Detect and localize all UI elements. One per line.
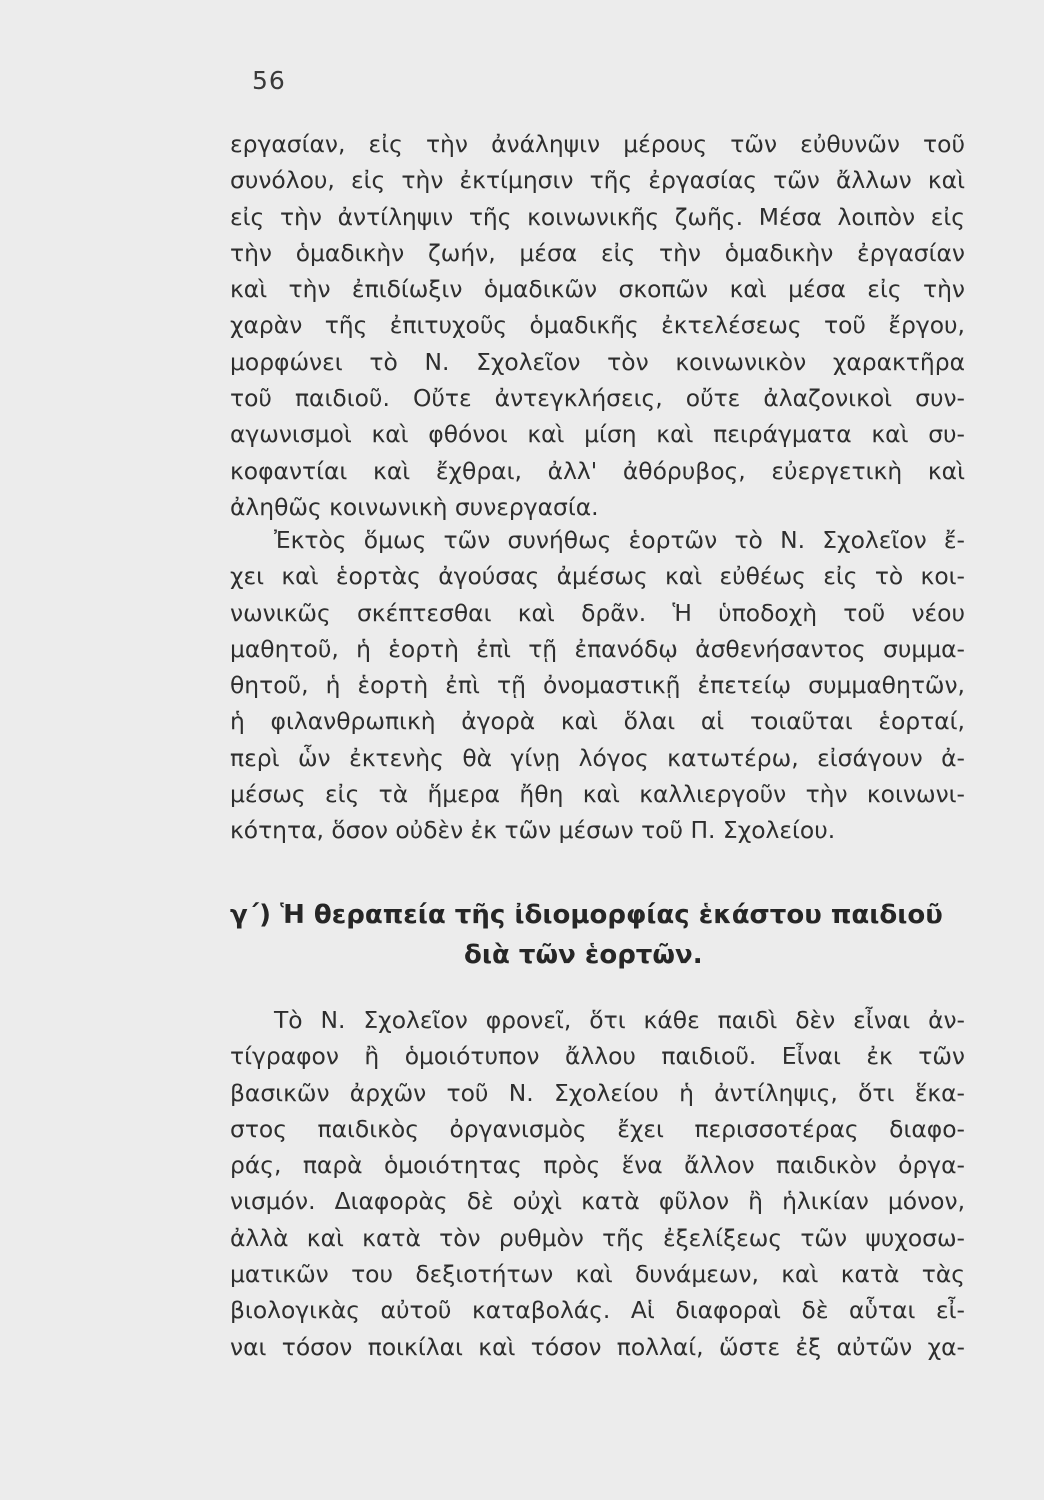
text-line: ἡ φιλανθρωπικὴ ἀγορὰ καὶ ὅλαι αἱ τοιαῦται ἑορταί,	[230, 707, 965, 736]
text-line: συνόλου, εἰς τὴν ἐκτίμησιν τῆς ἐργασίας τῶν ἄλλων καὶ	[230, 166, 965, 195]
text-line: κότητα, ὅσον οὐδὲν ἐκ τῶν μέσων τοῦ Π. Σχολείου.	[230, 816, 836, 845]
text-line: χαρὰν τῆς ἐπιτυχοῦς ὁμαδικῆς ἐκτελέσεως τοῦ ἔργου,	[230, 311, 965, 340]
text-line: βασικῶν ἀρχῶν τοῦ Ν. Σχολείου ἡ ἀντίληψις, ὅτι ἕκα-	[230, 1078, 965, 1107]
text-line: νισμόν. Διαφορὰς δὲ οὐχὶ κατὰ φῦλον ἢ ἡλικίαν μόνον,	[230, 1187, 965, 1216]
text-line: τοῦ παιδιοῦ. Οὔτε ἀντεγκλήσεις, οὔτε ἀλαζονικοὶ συν-	[230, 384, 965, 413]
section-heading-line-1: γ΄) Ἡ θεραπεία τῆς ἰδιομορφίας ἑκάστου παιδιοῦ	[230, 900, 943, 930]
text-line: βιολογικὰς αὐτοῦ καταβολάς. Αἱ διαφοραὶ δὲ αὗται εἶ-	[230, 1296, 965, 1325]
text-line: εργασίαν, εἰς τὴν ἀνάληψιν μέρους τῶν εὐθυνῶν τοῦ	[230, 130, 965, 158]
section-heading	[230, 895, 965, 975]
text-line: αγωνισμοὶ καὶ φθόνοι καὶ μίση καὶ πειράγματα καὶ συ-	[230, 420, 965, 449]
text-line: ράς, παρὰ ὁμοιότητας πρὸς ἕνα ἄλλον παιδικὸν ὀργα-	[230, 1151, 965, 1180]
text-line: χει καὶ ἑορτὰς ἀγούσας ἀμέσως καὶ εὐθέως εἰς τὸ κοι-	[230, 562, 965, 591]
paragraph-1	[230, 126, 965, 525]
text-line: ναι τόσον ποικίλαι καὶ τόσον πολλαί, ὥστε ἐξ αὐτῶν χα-	[230, 1332, 965, 1361]
text-line: νωνικῶς σκέπτεσθαι καὶ δρᾶν. Ἡ ὑποδοχὴ τοῦ νέου	[230, 598, 965, 627]
text-line: καὶ τὴν ἐπιδίωξιν ὁμαδικῶν σκοπῶν καὶ μέσα εἰς τὴν	[230, 275, 965, 304]
section-heading-line-2: διὰ τῶν ἑορτῶν.	[464, 940, 703, 970]
text-line: κοφαντίαι καὶ ἔχθραι, ἀλλ' ἀθόρυβος, εὐεργετικὴ καὶ	[230, 456, 965, 485]
text-line: ἀλλὰ καὶ κατὰ τὸν ρυθμὸν τῆς ἐξελίξεως τῶν ψυχοσω-	[230, 1223, 965, 1252]
text-line: τίγραφον ἢ ὁμοιότυπον ἄλλου παιδιοῦ. Εἶναι ἐκ τῶν	[230, 1042, 965, 1071]
text-line: περὶ ὧν ἐκτενὴς θὰ γίνῃ λόγος κατωτέρω, εἰσάγουν ἀ-	[230, 743, 965, 772]
page-number: 56	[252, 66, 286, 95]
text-line: μορφώνει τὸ Ν. Σχολεῖον τὸν κοινωνικὸν χαρακτῆρα	[230, 347, 965, 376]
text-line: ἀληθῶς κοινωνικὴ συνεργασία.	[230, 492, 599, 521]
text-line: στος παιδικὸς ὀργανισμὸς ἔχει περισσοτέρας διαφο-	[230, 1114, 965, 1143]
text-line: Τὸ Ν. Σχολεῖον φρονεῖ, ὅτι κάθε παιδὶ δὲν εἶναι ἀν-	[274, 1006, 965, 1034]
text-line: εἰς τὴν ἀντίληψιν τῆς κοινωνικῆς ζωῆς. Μέσα λοιπὸν εἰς	[230, 202, 965, 231]
text-line: μαθητοῦ, ἡ ἑορτὴ ἐπὶ τῇ ἐπανόδῳ ἀσθενήσαντος συμμα-	[230, 634, 965, 663]
text-line: ματικῶν του δεξιοτήτων καὶ δυνάμεων, καὶ κατὰ τὰς	[230, 1260, 965, 1289]
text-line: μέσως εἰς τὰ ἥμερα ἤθη καὶ καλλιεργοῦν τὴν κοινωνι-	[230, 780, 965, 809]
text-line: τὴν ὁμαδικὴν ζωήν, μέσα εἰς τὴν ὁμαδικὴν ἐργασίαν	[230, 238, 965, 267]
text-line: Ἐκτὸς ὅμως τῶν συνήθως ἑορτῶν τὸ Ν. Σχολεῖον ἔ-	[274, 526, 965, 554]
paragraph-2	[230, 522, 965, 849]
text-line: θητοῦ, ἡ ἑορτὴ ἐπὶ τῇ ὀνομαστικῇ ἐπετείῳ συμμαθητῶν,	[230, 671, 965, 700]
paragraph-3	[230, 1002, 965, 1365]
